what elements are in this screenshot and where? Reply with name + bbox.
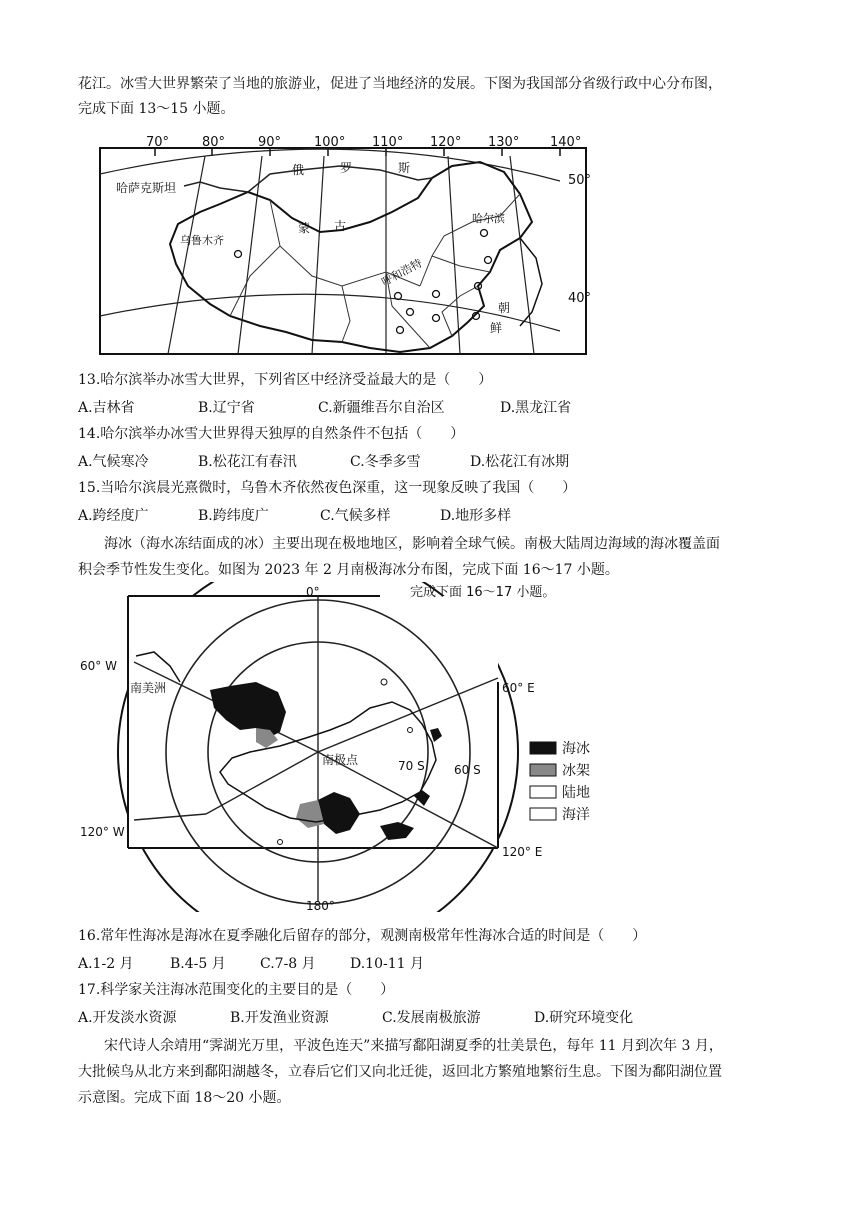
legend-label: 陆地 — [562, 785, 590, 801]
question-16-stem: 16.常年性海冰是海冰在夏季融化后留存的部分，观测南极常年性海冰合适的时间是（ ） — [78, 928, 647, 944]
option: C.气候多样 — [320, 508, 391, 524]
option: A.吉林省 — [78, 400, 135, 416]
place-korea: 朝 — [498, 301, 511, 315]
question-15-stem: 15.当哈尔滨晨光熹微时，乌鲁木齐依然夜色深重，这一现象反映了我国（ ） — [78, 480, 577, 496]
intro-text-line: 示意图。完成下面 18～20 小题。 — [78, 1090, 291, 1106]
lon-label: 70° — [146, 135, 170, 150]
place-kazakhstan: 哈萨克斯坦 — [116, 181, 177, 195]
meridian-label: 0° — [306, 585, 320, 599]
legend-label: 海洋 — [562, 807, 590, 823]
option: A.跨经度广 — [78, 508, 149, 524]
option: C.新疆维吾尔自治区 — [318, 400, 445, 416]
place-urumqi: 乌鲁木齐 — [180, 234, 224, 247]
legend-swatch-sea-ice — [530, 742, 556, 754]
meridian-label: 120° W — [80, 825, 125, 839]
option: A.开发淡水资源 — [78, 1010, 177, 1026]
option: D.研究环境变化 — [534, 1010, 634, 1026]
meridian-label: 60° W — [80, 659, 117, 673]
lon-label: 110° — [372, 135, 404, 150]
lon-label: 130° — [488, 135, 520, 150]
intro-text-line: 大批候鸟从北方来到鄱阳湖越冬，立春后它们又向北迁徙，返回北方繁殖地繁衍生息。下图为鄱阳湖位置 — [78, 1064, 722, 1080]
latitude-label: 60 S — [454, 763, 481, 777]
option: C.7-8 月 — [260, 956, 316, 972]
place-russia: 斯 — [398, 161, 411, 175]
legend-swatch-ocean — [530, 808, 556, 820]
question-13-stem: 13.哈尔滨举办冰雪大世界，下列省区中经济受益最大的是（ ） — [78, 372, 493, 388]
place-hohhot: 呼和浩特 — [379, 256, 425, 289]
lon-label: 90° — [258, 135, 282, 150]
china-capitals-map — [80, 126, 600, 358]
meridian-label: 120° E — [502, 845, 543, 859]
lon-label: 80° — [202, 135, 226, 150]
option: B.跨纬度广 — [198, 508, 269, 524]
lat-label: 50° — [568, 173, 592, 188]
meridian-label: 60° E — [502, 681, 535, 695]
overlap-text: 完成下面 16～17 小题。 — [410, 585, 556, 600]
option: C.冬季多雪 — [350, 454, 421, 470]
option: C.发展南极旅游 — [382, 1010, 481, 1026]
legend-label: 冰架 — [562, 763, 590, 779]
antarctic-sea-ice-map — [80, 582, 620, 912]
meridian-label: 180° — [306, 899, 335, 912]
question-17-stem: 17.科学家关注海冰范围变化的主要目的是（ ） — [78, 982, 395, 998]
intro-text-line: 海冰（海水冻结面成的冰）主要出现在极地地区，影响着全球气候。南极大陆周边海域的海冰覆盖面 — [104, 536, 720, 552]
legend-swatch-ice-shelf — [530, 764, 556, 776]
lat-label: 40° — [568, 291, 592, 306]
option: D.10-11 月 — [350, 956, 424, 972]
option: A.1-2 月 — [78, 956, 134, 972]
option: D.地形多样 — [440, 508, 512, 524]
intro-text-line: 花江。冰雪大世界繁荣了当地的旅游业，促进了当地经济的发展。下图为我国部分省级行政中心分布图， — [78, 76, 722, 92]
place-mongolia: 蒙 — [298, 221, 311, 235]
option: B.松花江有春汛 — [198, 454, 297, 470]
intro-text-line: 积会季节性发生变化。如图为 2023 年 2 月南极海冰分布图，完成下面 16～17 小题。 — [78, 562, 619, 578]
intro-text-line: 完成下面 13～15 小题。 — [78, 101, 235, 117]
lon-label: 100° — [314, 135, 346, 150]
latitude-label: 70 S — [398, 759, 425, 773]
map-legend — [530, 741, 590, 823]
option: B.4-5 月 — [170, 956, 226, 972]
place-russia: 罗 — [340, 161, 353, 175]
south-pole-label: 南极点 — [322, 753, 359, 767]
question-14-stem: 14.哈尔滨举办冰雪大世界得天独厚的自然条件不包括（ ） — [78, 426, 465, 442]
option: A.气候寒冷 — [78, 454, 149, 470]
option: B.辽宁省 — [198, 400, 255, 416]
option: D.松花江有冰期 — [470, 454, 570, 470]
option: D.黑龙江省 — [500, 400, 572, 416]
place-korea: 鲜 — [490, 321, 503, 335]
legend-label: 海冰 — [562, 741, 590, 757]
legend-swatch-land — [530, 786, 556, 798]
option: B.开发渔业资源 — [230, 1010, 329, 1026]
intro-text-line: 宋代诗人余靖用“霁湖光万里，平波色连天”来描写鄱阳湖夏季的壮美景色，每年 11 月到次年 3 月， — [104, 1038, 723, 1054]
place-russia: 俄 — [292, 163, 305, 177]
place-mongolia: 古 — [334, 219, 347, 233]
lon-label: 120° — [430, 135, 462, 150]
place-harbin: 哈尔滨 — [472, 212, 505, 225]
lon-label: 140° — [550, 135, 582, 150]
south-america-label: 南美洲 — [130, 681, 167, 695]
